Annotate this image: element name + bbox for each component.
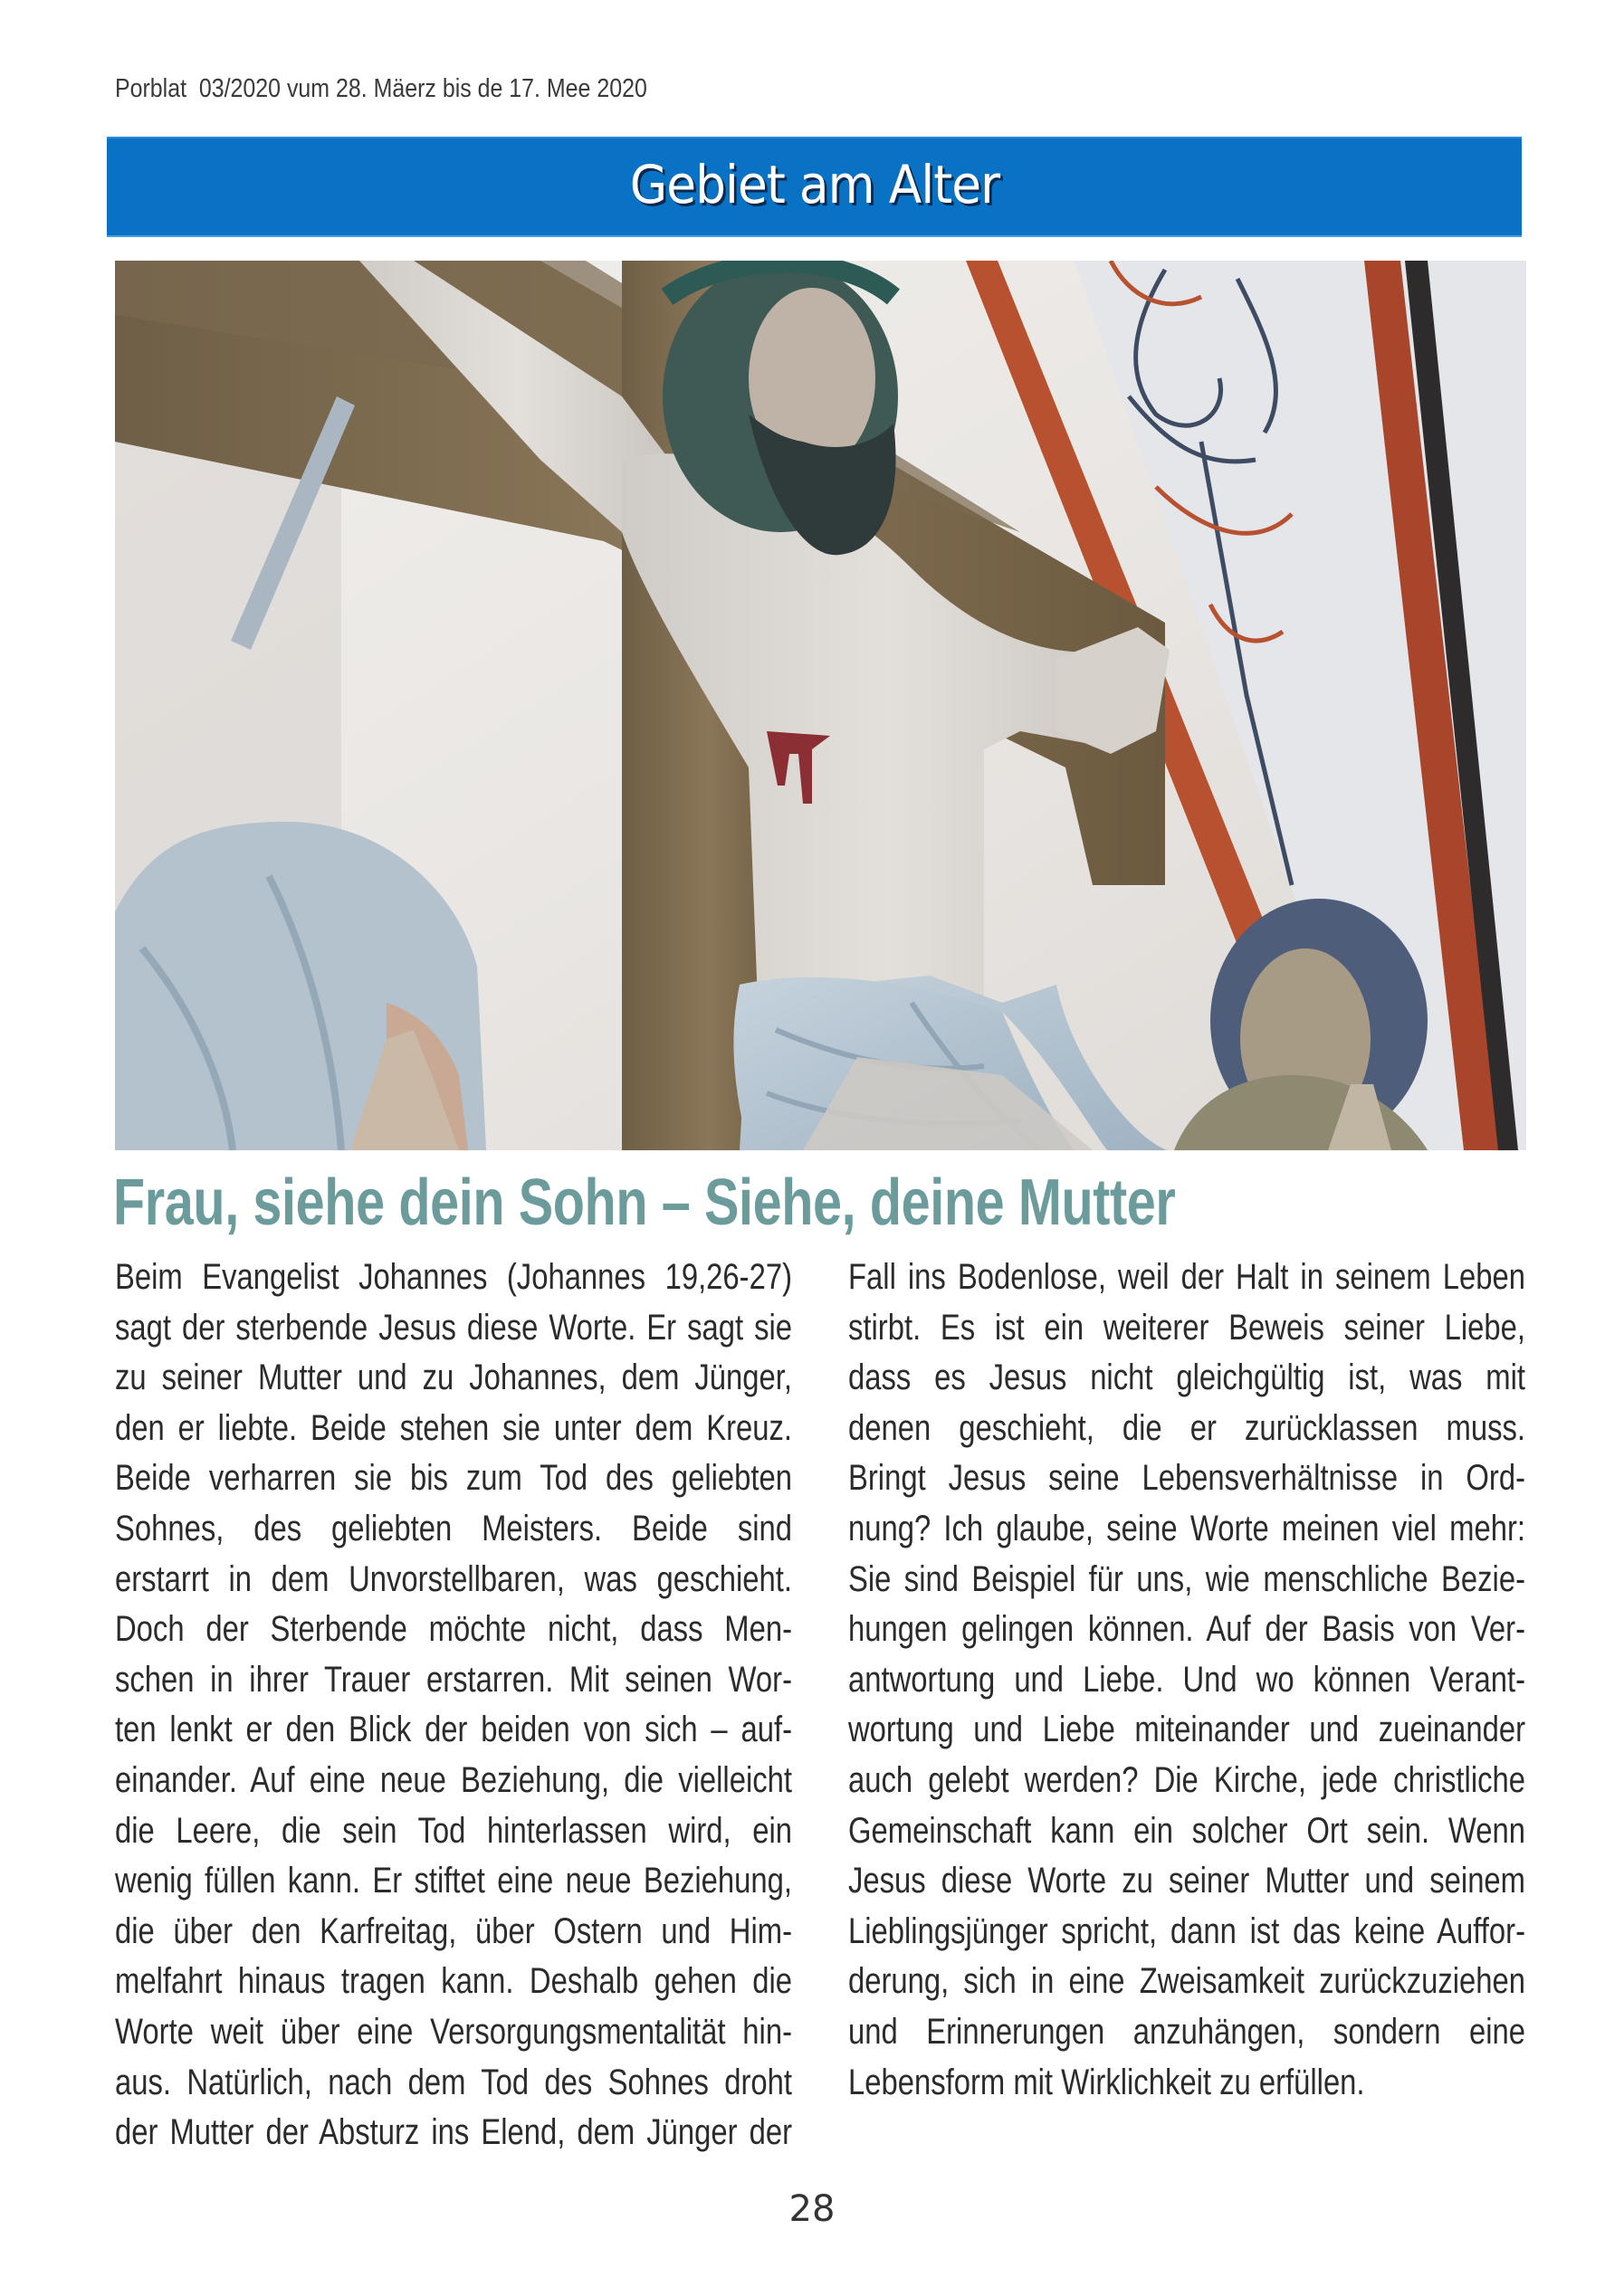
page-number: 28 (788, 2188, 836, 2230)
text-line: Sohnes, des geliebten Meisters. Beide sind (115, 1508, 792, 1548)
text-line: wortung und Liebe miteinander und zueinander (848, 1710, 1525, 1750)
text-line: Gemeinschaft kann ein solcher Ort sein. Wenn (848, 1810, 1525, 1851)
text-line: Fall ins Bodenlose, weil der Halt in seinem Leben (848, 1257, 1525, 1297)
text-line: den er liebte. Beide stehen sie unter dem Kreuz. (115, 1407, 792, 1448)
text-line: sagt der sterbende Jesus diese Worte. Er sagt sie (115, 1307, 792, 1348)
article-column-left (115, 1253, 792, 2158)
text-line: aus. Natürlich, nach dem Tod des Sohnes droht (115, 2062, 792, 2102)
text-line: Lieblingsjünger spricht, dann ist das keine Auffor- (848, 1910, 1525, 1951)
section-title: Gebiet am Alter (629, 153, 999, 215)
text-line: einander. Auf eine neue Beziehung, die vielleicht (115, 1759, 792, 1800)
text-line: die über den Karfreitag, über Ostern und Him- (115, 1910, 792, 1951)
text-line: der Mutter der Absturz ins Elend, dem Jünger der (115, 2112, 792, 2153)
section-banner (107, 137, 1522, 237)
article-column-right (848, 1253, 1525, 2108)
text-line: Beide verharren sie bis zum Tod des geliebten (115, 1458, 792, 1499)
running-head: Porblat 03/2020 vum 28. Mäerz bis de 17. Mee 2020 (115, 74, 647, 103)
text-line: melfahrt hinaus tragen kann. Deshalb gehen die (115, 1961, 792, 2002)
text-line: Worte weit über eine Versorgungsmentalität hin- (115, 2011, 792, 2052)
text-line: hungen gelingen können. Auf der Basis von Ver- (848, 1609, 1525, 1650)
text-line: Lebensform mit Wirklichkeit zu erfüllen. (848, 2062, 1365, 2102)
text-line: auch gelebt werden? Die Kirche, jede christliche (848, 1759, 1525, 1800)
text-line: ten lenkt er den Blick der beiden von sich – auf- (115, 1710, 792, 1750)
text-line: schen in ihrer Trauer erstarren. Mit seinen Wor- (115, 1659, 792, 1700)
text-line: Bringt Jesus seine Lebensverhältnisse in Ord- (848, 1458, 1525, 1499)
article-headline: Frau, siehe dein Sohn – Siehe, deine Mutter (113, 1167, 1176, 1239)
text-line: zu seiner Mutter und zu Johannes, dem Jünger, (115, 1358, 792, 1398)
text-line: wenig füllen kann. Er stiftet eine neue Beziehung, (115, 1861, 792, 1901)
text-line: Sie sind Beispiel für uns, wie menschliche Bezie- (848, 1558, 1525, 1599)
crucifixion-photo (115, 261, 1526, 1150)
text-line: stirbt. Es ist ein weiterer Beweis seiner Liebe, (848, 1307, 1525, 1348)
text-line: nung? Ich glaube, seine Worte meinen viel mehr: (848, 1508, 1525, 1548)
text-line: denen geschieht, die er zurücklassen muss. (848, 1407, 1525, 1448)
text-line: Doch der Sterbende möchte nicht, dass Men- (115, 1609, 792, 1650)
text-line: erstarrt in dem Unvorstellbaren, was geschieht. (115, 1558, 792, 1599)
text-line: die Leere, die sein Tod hinterlassen wird, ein (115, 1810, 792, 1851)
text-line: Jesus diese Worte zu seiner Mutter und seinem (848, 1861, 1525, 1901)
text-line: derung, sich in eine Zweisamkeit zurückzuziehen (848, 1961, 1525, 2002)
text-line: Beim Evangelist Johannes (Johannes 19,26-27) (115, 1257, 792, 1297)
text-line: dass es Jesus nicht gleichgültig ist, was mit (848, 1358, 1525, 1398)
crucifixion-sculpture-illustration (115, 261, 1526, 1150)
text-line: und Erinnerungen anzuhängen, sondern eine (848, 2011, 1525, 2052)
text-line: antwortung und Liebe. Und wo können Verant- (848, 1659, 1525, 1700)
